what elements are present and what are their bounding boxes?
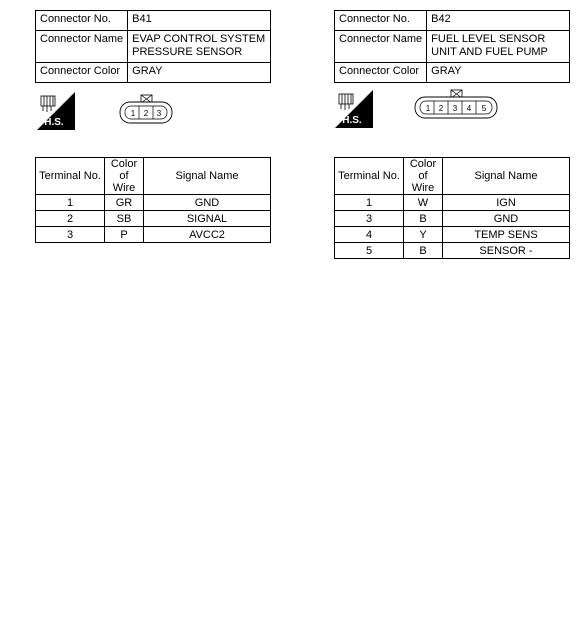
color-of-wire-header: [404, 158, 443, 195]
wire-color: GR: [105, 195, 144, 211]
pin-label: 1: [425, 104, 431, 113]
connector-color-row: [335, 63, 570, 83]
signal-name: GND: [144, 195, 271, 211]
pin-label: 3: [156, 109, 162, 118]
wire-color: P: [105, 227, 144, 243]
pin-label: 4: [466, 104, 472, 113]
table-row: [335, 195, 570, 211]
connector-face-3pin: [119, 94, 173, 124]
connector-color-value: GRAY: [128, 63, 271, 83]
connector-no-value: B42: [427, 11, 570, 31]
harness-side-badge: [37, 92, 75, 130]
signal-name: SENSOR -: [443, 243, 570, 259]
pin-label: 3: [452, 104, 458, 113]
signal-name: AVCC2: [144, 227, 271, 243]
connector-name-value: [128, 31, 271, 63]
pin-label: 5: [481, 104, 487, 113]
signal-name: SIGNAL: [144, 211, 271, 227]
right-connector-info-table: [334, 10, 570, 83]
terminal-no: 3: [335, 211, 404, 227]
signal-name: GND: [443, 211, 570, 227]
terminal-no: 5: [335, 243, 404, 259]
left-terminal-table: [35, 157, 271, 243]
right-terminal-table: [334, 157, 570, 259]
wire-color: B: [404, 243, 443, 259]
terminal-header-row: [335, 158, 570, 195]
connector-name-label: Connector Name: [36, 31, 128, 63]
signal-name: TEMP SENS: [443, 227, 570, 243]
connector-face-5pin: [414, 89, 498, 119]
connector-name-value: [427, 31, 570, 63]
harness-side-label: H.S.: [44, 117, 64, 128]
connector-name-label: Connector Name: [335, 31, 427, 63]
terminal-no: 1: [335, 195, 404, 211]
harness-side-badge: [335, 90, 373, 128]
connector-name-row: [36, 31, 271, 63]
terminal-no: 3: [36, 227, 105, 243]
wire-color: W: [404, 195, 443, 211]
wire-color: Y: [404, 227, 443, 243]
color-of-wire-header: [105, 158, 144, 195]
signal-name: IGN: [443, 195, 570, 211]
signal-name-header: Signal Name: [144, 158, 271, 195]
connector-no-row: [335, 11, 570, 31]
terminal-no: 1: [36, 195, 105, 211]
color-header-line2: Wire: [112, 182, 136, 194]
connector-no-label: Connector No.: [36, 11, 128, 31]
terminal-no: 2: [36, 211, 105, 227]
connector-name-row: [335, 31, 570, 63]
connector-color-label: Connector Color: [36, 63, 128, 83]
connector-name-line2: UNIT AND FUEL PUMP: [431, 46, 548, 58]
terminal-header-row: [36, 158, 271, 195]
signal-name-header: Signal Name: [443, 158, 570, 195]
connector-no-row: [36, 11, 271, 31]
table-row: [335, 211, 570, 227]
table-row: [36, 195, 271, 211]
wire-color: B: [404, 211, 443, 227]
terminal-no-header: Terminal No.: [36, 158, 105, 195]
color-header-line1: Color of: [409, 158, 437, 182]
connector-name-line1: FUEL LEVEL SENSOR: [431, 33, 546, 45]
table-row: [36, 211, 271, 227]
connector-color-label: Connector Color: [335, 63, 427, 83]
table-row: [335, 227, 570, 243]
table-row: [36, 227, 271, 243]
connector-color-row: [36, 63, 271, 83]
pin-label: 2: [438, 104, 444, 113]
terminal-no-header: Terminal No.: [335, 158, 404, 195]
table-row: [335, 243, 570, 259]
harness-side-label: H.S.: [342, 115, 362, 126]
color-header-line1: Color of: [110, 158, 138, 182]
connector-no-value: B41: [128, 11, 271, 31]
connector-name-line2: PRESSURE SENSOR: [132, 46, 243, 58]
wire-color: SB: [105, 211, 144, 227]
color-header-line2: Wire: [411, 182, 435, 194]
left-connector-info-table: [35, 10, 271, 83]
connector-name-line1: EVAP CONTROL SYSTEM: [132, 33, 266, 45]
pin-label: 2: [143, 109, 149, 118]
connector-no-label: Connector No.: [335, 11, 427, 31]
terminal-no: 4: [335, 227, 404, 243]
pin-label: 1: [130, 109, 136, 118]
connector-color-value: GRAY: [427, 63, 570, 83]
